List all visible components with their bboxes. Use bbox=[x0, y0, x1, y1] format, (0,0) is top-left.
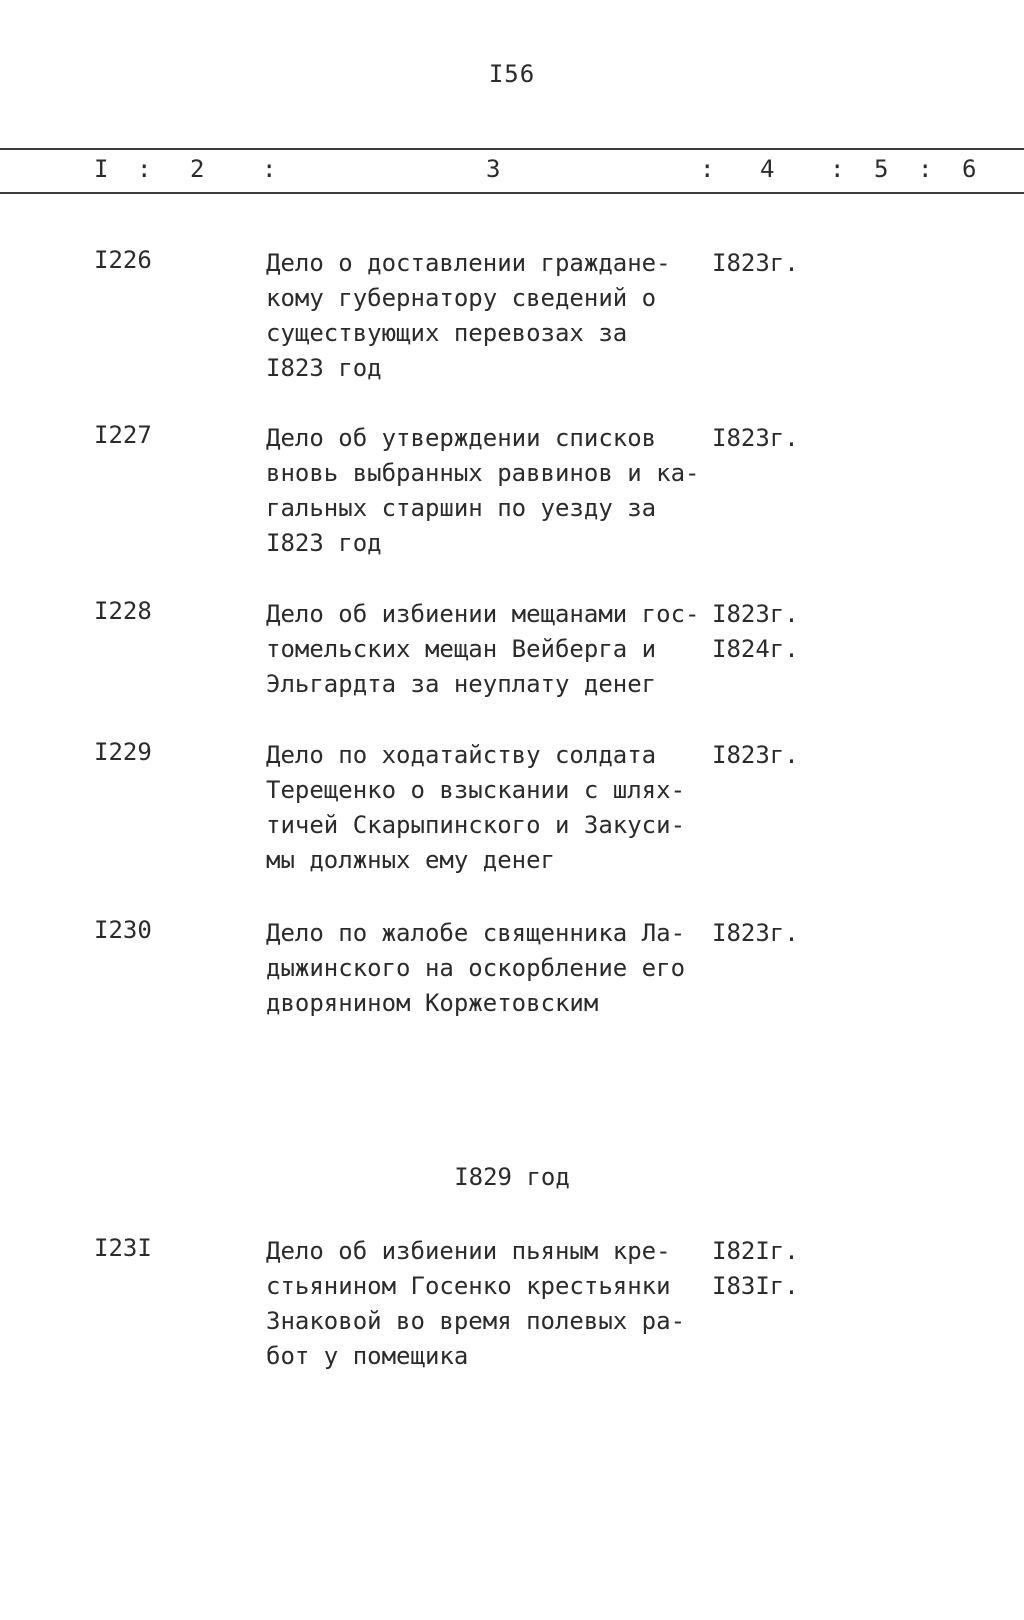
entry-date: I823г. bbox=[712, 741, 799, 769]
entry-number: I23I bbox=[94, 1234, 152, 1262]
entry-date: I823г. bbox=[712, 249, 799, 277]
description-line: I823 год bbox=[266, 529, 382, 557]
column-separator: : bbox=[137, 155, 152, 183]
header-rule-top bbox=[0, 148, 1024, 150]
column-header-6: 6 bbox=[962, 155, 977, 183]
description-line: Дело о доставлении граждане- bbox=[266, 249, 671, 277]
description-line: Дело об избиении мещанами гос- bbox=[266, 600, 700, 628]
header-rule-bottom bbox=[0, 192, 1024, 194]
entry-description bbox=[266, 916, 706, 1021]
column-header-1: I bbox=[94, 155, 109, 183]
description-line: тичей Скарыпинского и Закуси- bbox=[266, 811, 686, 839]
section-heading: I829 год bbox=[454, 1163, 570, 1191]
description-line: Дело по жалобе священника Ла- bbox=[266, 919, 686, 947]
entry-dates bbox=[712, 597, 799, 667]
entry-number: I229 bbox=[94, 738, 152, 766]
description-line: дворянином Коржетовским bbox=[266, 989, 599, 1017]
entry-description bbox=[266, 1234, 706, 1374]
column-header-2: 2 bbox=[190, 155, 205, 183]
description-line: томельских мещан Вейберга и bbox=[266, 635, 657, 663]
column-separator: : bbox=[830, 155, 845, 183]
description-line: Знаковой во время полевых ра- bbox=[266, 1307, 686, 1335]
description-line: Терещенко о взыскании с шлях- bbox=[266, 776, 686, 804]
entry-description bbox=[266, 597, 706, 702]
description-line: мы должных ему денег bbox=[266, 846, 555, 874]
description-line: гальных старшин по уезду за bbox=[266, 494, 657, 522]
column-header-4: 4 bbox=[760, 155, 775, 183]
entry-number: I227 bbox=[94, 421, 152, 449]
description-line: существующих перевозах за bbox=[266, 319, 628, 347]
description-line: Дело об утверждении списков bbox=[266, 424, 657, 452]
entry-description bbox=[266, 421, 706, 561]
entry-dates bbox=[712, 1234, 799, 1304]
entry-dates bbox=[712, 421, 799, 456]
description-line: Эльгардта за неуплату денег bbox=[266, 670, 657, 698]
description-line: дыжинского на оскорбление его bbox=[266, 954, 686, 982]
entry-dates bbox=[712, 246, 799, 281]
entry-date: I823г. bbox=[712, 600, 799, 628]
entry-date: I823г. bbox=[712, 424, 799, 452]
entry-dates bbox=[712, 738, 799, 773]
description-line: стьянином Госенко крестьянки bbox=[266, 1272, 671, 1300]
description-line: Дело об избиении пьяным кре- bbox=[266, 1237, 671, 1265]
description-line: I823 год bbox=[266, 354, 382, 382]
column-header-3: 3 bbox=[486, 155, 501, 183]
description-line: вновь выбранных раввинов и ка- bbox=[266, 459, 700, 487]
entry-date: I823г. bbox=[712, 919, 799, 947]
description-line: бот у помещика bbox=[266, 1342, 469, 1370]
entry-date: I83Iг. bbox=[712, 1272, 799, 1300]
column-header-5: 5 bbox=[874, 155, 889, 183]
entry-number: I230 bbox=[94, 916, 152, 944]
description-line: Дело по ходатайству солдата bbox=[266, 741, 657, 769]
column-separator: : bbox=[262, 155, 277, 183]
entry-number: I228 bbox=[94, 597, 152, 625]
entry-date: I82Iг. bbox=[712, 1237, 799, 1265]
page-number: I56 bbox=[488, 60, 536, 88]
entry-description bbox=[266, 246, 706, 386]
entry-dates bbox=[712, 916, 799, 951]
entry-description bbox=[266, 738, 706, 878]
entry-number: I226 bbox=[94, 246, 152, 274]
column-separator: : bbox=[700, 155, 715, 183]
entry-date: I824г. bbox=[712, 635, 799, 663]
column-separator: : bbox=[918, 155, 933, 183]
description-line: кому губернатору сведений о bbox=[266, 284, 657, 312]
